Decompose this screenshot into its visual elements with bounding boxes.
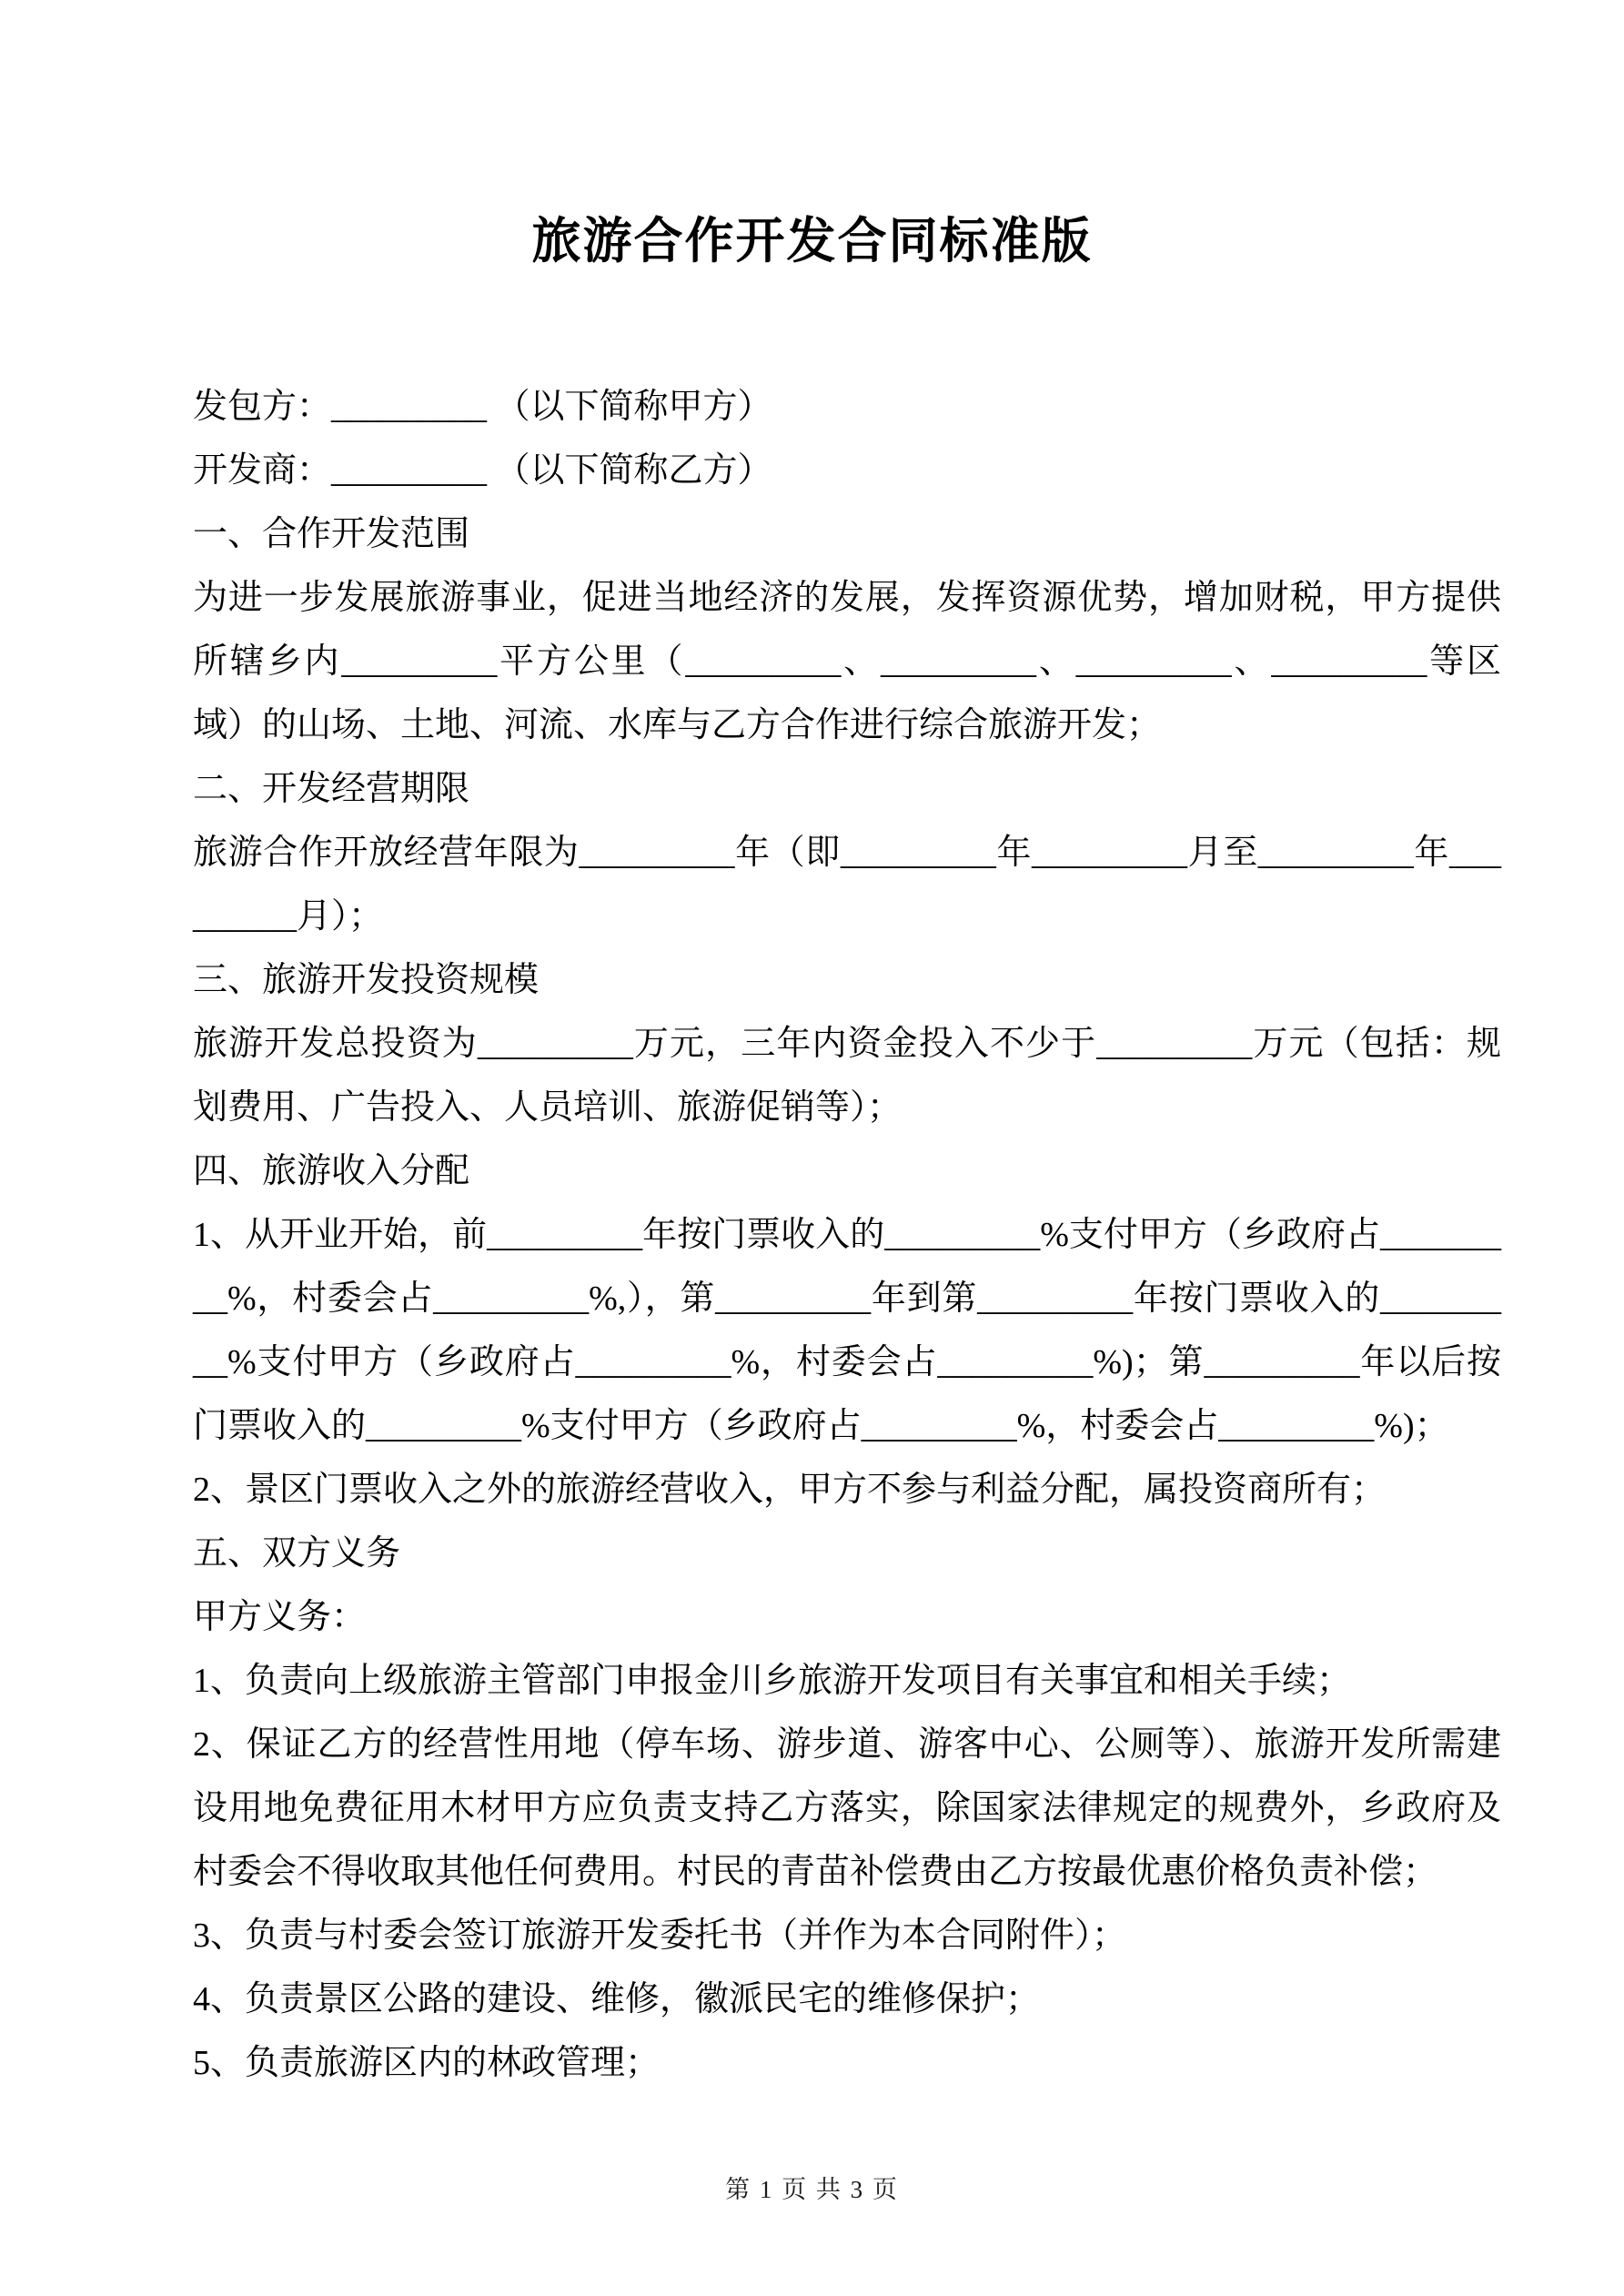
paragraph: 五、双方义务 [193,1534,401,1573]
paragraph: 旅游开发总投资为_________万元，三年内资金投入不少于_________万元（包括：规划费用、广告投入、人员培训、旅游促销等）； [193,1025,1501,1127]
paragraph: 3、负责与村委会签订旅游开发委托书（并作为本合同附件）； [193,1917,1127,1955]
document-title: 旅游合作开发合同标准版 [531,214,1093,268]
paragraph: 二、开发经营期限 [193,770,470,808]
paragraph: 2、保证乙方的经营性用地（停车场、游步道、游客中心、公厕等）、旅游开发所需建设用地免费征用木材甲方应负责支持乙方落实，除国家法律规定的规费外，乡政府及村委会不得收取其他任何费用。村民的青苗补偿费由乙方按最优惠价格负责补偿； [193,1725,1501,1891]
paragraph: 三、旅游开发投资规模 [193,961,540,999]
paragraph: 5、负责旅游区内的林政管理； [193,2044,661,2082]
document-body [193,375,1501,2095]
paragraph: 甲方义务： [193,1598,367,1636]
paragraph: 4、负责景区公路的建设、维修，徽派民宅的维修保护； [193,1980,1041,2018]
paragraph: 旅游合作开放经营年限为_________年（即_________年_________月至_________年_________月）； [193,834,1501,936]
paragraph: 开发商：_________ （以下简称乙方） [193,451,772,490]
paragraph: 一、合作开发范围 [193,515,470,553]
paragraph: 1、负责向上级旅游主管部门申报金川乡旅游开发项目有关事宜和相关手续； [193,1662,1352,1700]
paragraph: 为进一步发展旅游事业，促进当地经济的发展，发挥资源优势，增加财税，甲方提供所辖乡内_________平方公里（_________、_________、_________、_________等区域）的山场、土地、河流、水库与乙方合作进行综合旅游开发； [193,579,1501,744]
page-footer: 第 1 页 共 3 页 [725,2176,899,2203]
paragraph: 2、景区门票收入之外的旅游经营收入，甲方不参与利益分配，属投资商所有； [193,1471,1387,1509]
paragraph: 四、旅游收入分配 [193,1152,470,1190]
paragraph: 发包方：_________ （以下简称甲方） [193,388,772,426]
paragraph: 1、从开业开始，前_________年按门票收入的_________%支付甲方（乡政府占_________%，村委会占_________%,），第_________年到第_________年按门票收入的_________%支付甲方（乡政府占_________%，村委会占_________%)；第_________年以后按门票收入的_________%支付甲方（乡政府占_________%，村委会占_________%)； [193,1216,1501,1445]
